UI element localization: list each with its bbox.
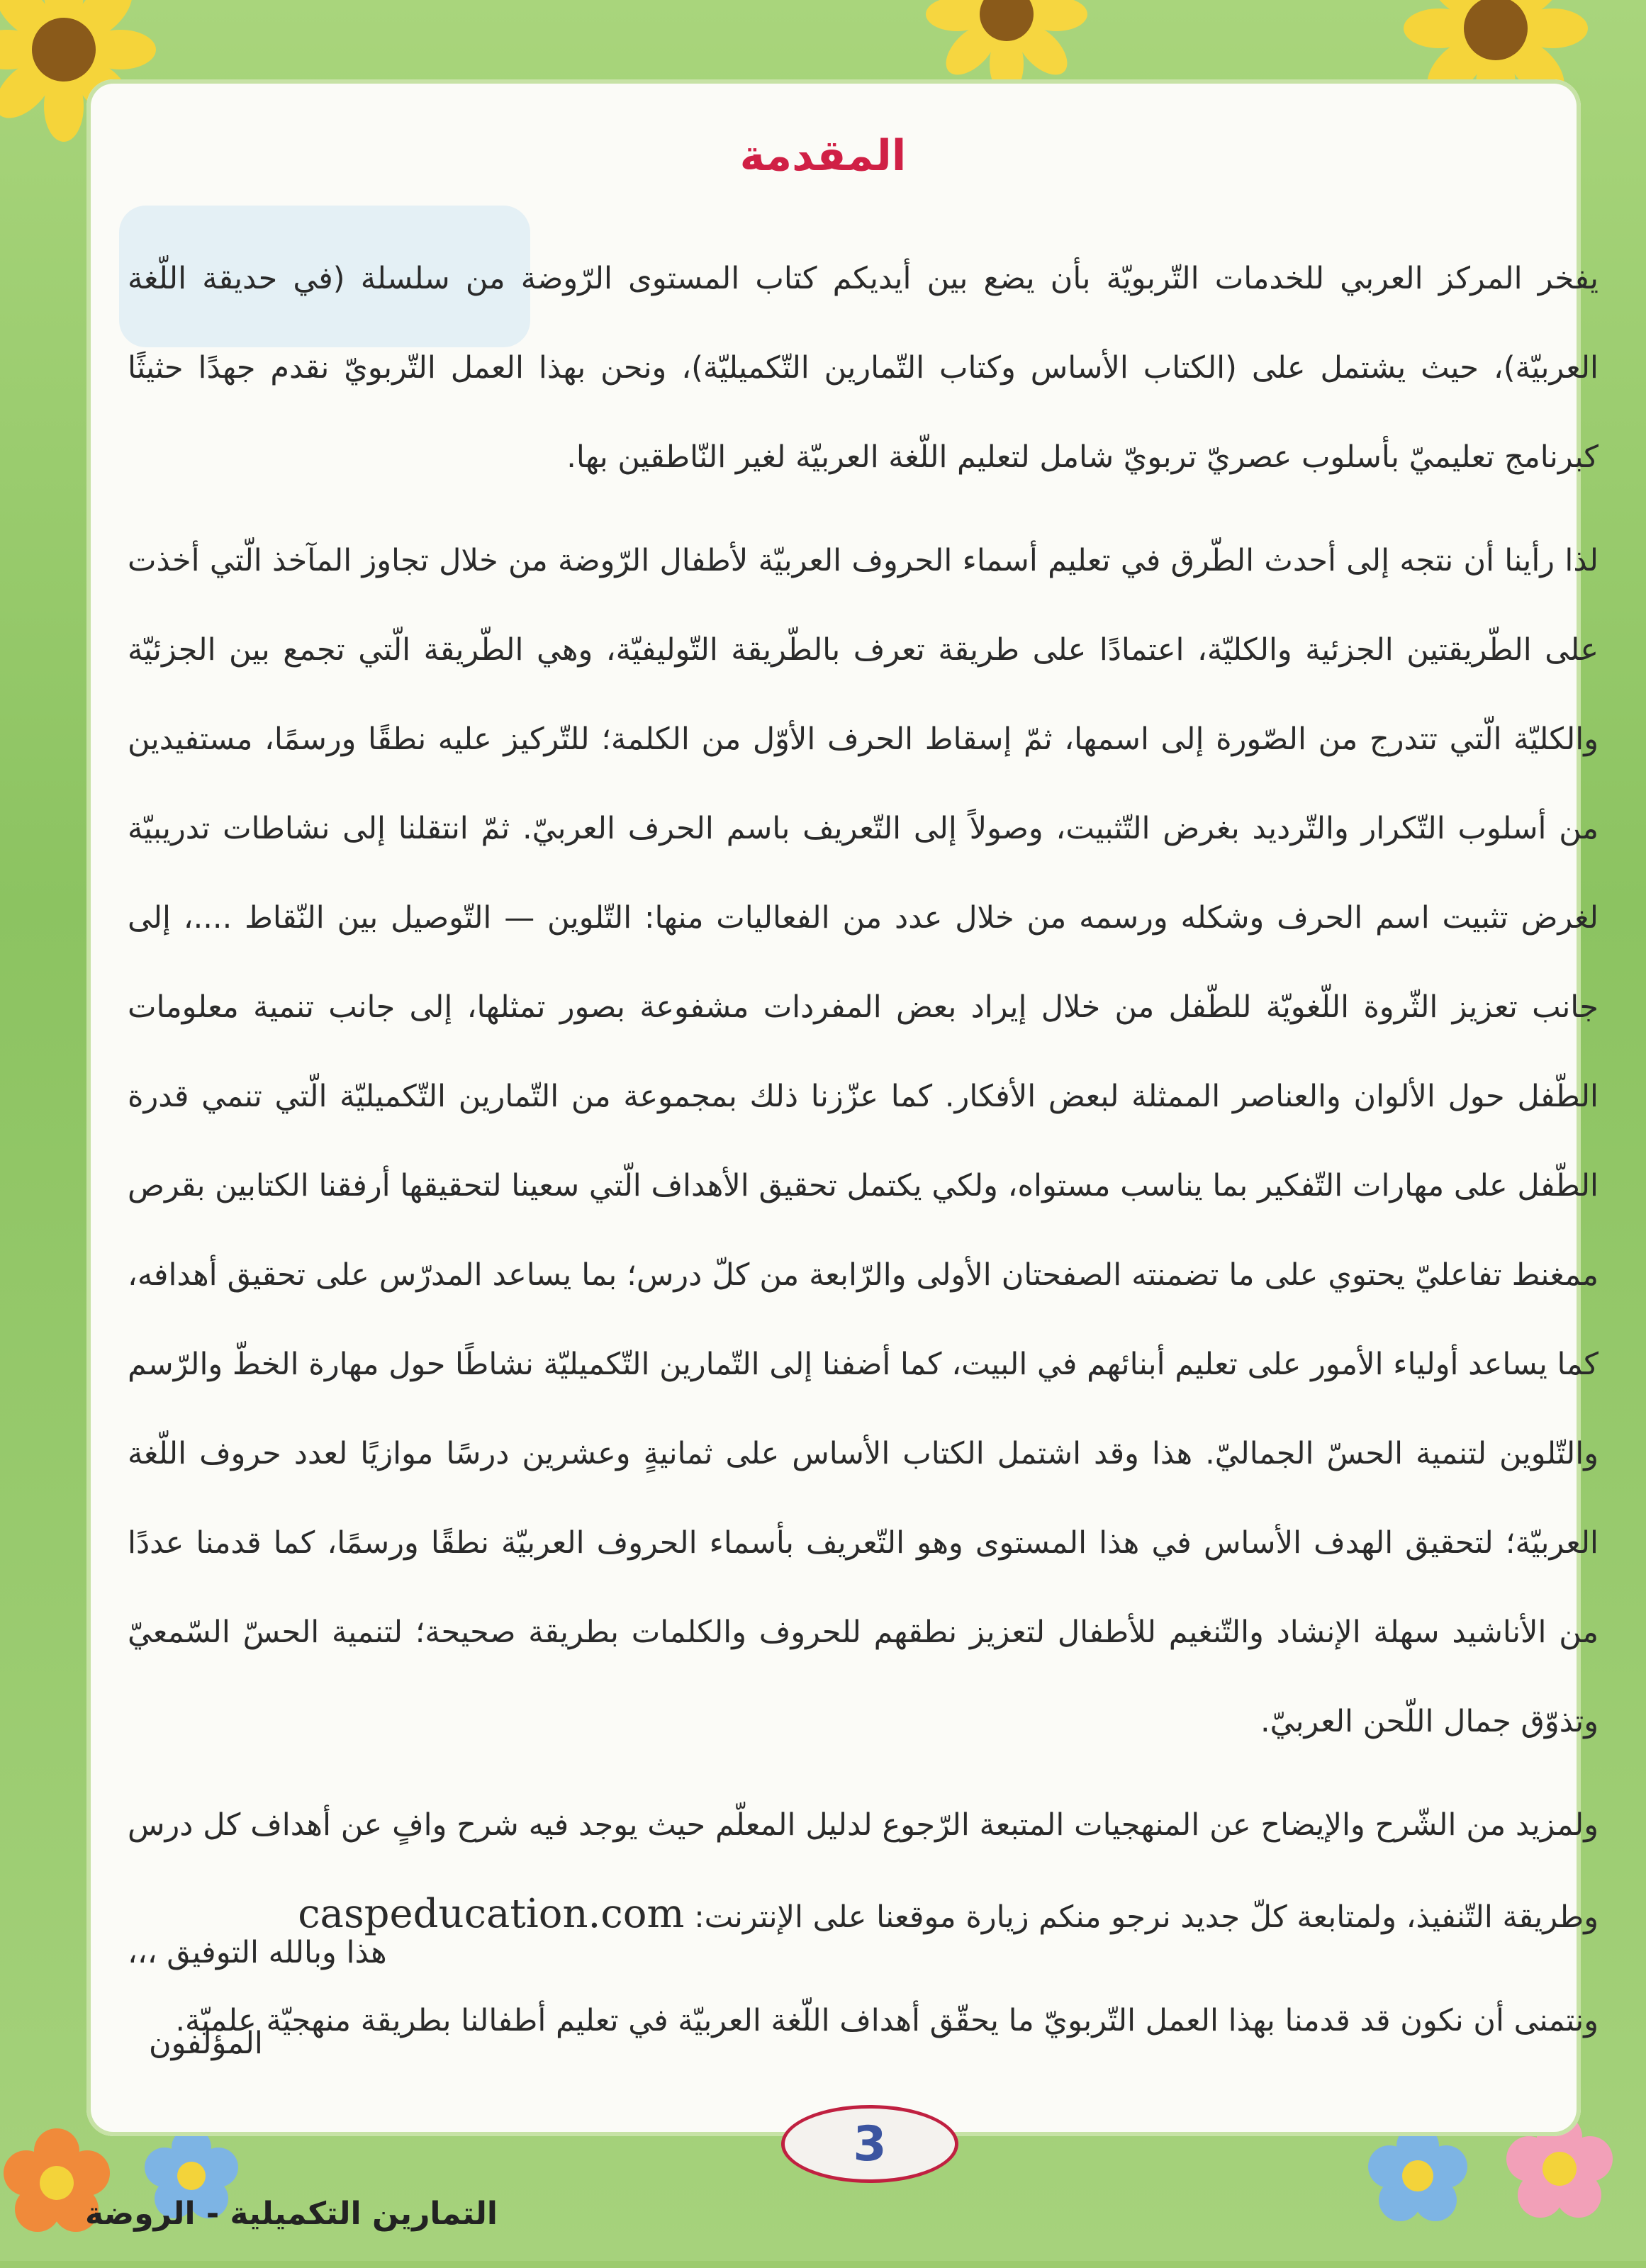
signature-text: المؤلفون — [149, 2026, 263, 2061]
page-number: 3 — [781, 2105, 958, 2183]
website-url: caspeducation.com — [298, 1891, 685, 1937]
paragraph-2: لذا رأينا أن نتجه إلى أحدث الطّرق في تعليم أسماء الحروف العربيّة لأطفال الرّوضة من خلال تجاوز المآخذ الّتي أخذت على الطّريقتين الجزئية والكليّة، اعتمادًا على طريقة تعرف بالطّريقة التّوليفيّة، وهي الطّريقة الّتي تجمع بين الجزئيّة والكليّة الّتي تتدرج من الصّورة إلى اسمها، ثمّ إسقاط الحرف الأوّل من الكلمة؛ للتّركيز عليه نطقًا ورسمًا، مستفيدين من أسلوب التّكرار والتّرديد بغرض التّثبيت، وصولاً إلى التّعريف باسم الحرف العربيّ. ثمّ انتقلنا إلى نشاطات تدريبيّة لغرض تثبيت اسم الحرف وشكله ورسمه من خلال عدد من الفعاليات منها: التّلوين — التّوصيل بين النّقاط ....، إلى جانب تعزيز الثّروة اللّغويّة للطّفل من خلال إيراد بعض المفردات مشفوعة بصور تمثلها، إلى جانب تنمية معلومات الطّفل حول الألوان والعناصر الممثلة لبعض الأفكار. كما عزّزنا ذلك بمجموعة من التّمارين التّكميليّة الّتي تنمي قدرة الطّفل على مهارات التّفكير بما يناسب مستواه، ولكي يكتمل تحقيق الأهداف الّتي سعينا لتحقيقها أرفقنا الكتابين بقرص ممغنط تفاعليّ يحتوي على ما تضمنته الصفحتان الأولى والرّابعة من كلّ درس؛ بما يساعد المدرّس على تحقيق أهدافه، كما يساعد أولياء الأمور على تعليم أبنائهم في البيت، كما أضفنا إلى التّمارين التّكميليّة نشاطًا حول مهارة الخطّ والرّسم والتّلوين لتنمية الحسّ الجماليّ. هذا وقد اشتمل الكتاب الأساس على ثمانيةٍ وعشرين درسًا موازيًا لعدد حروف اللّغة العربيّة؛ لتحقيق الهدف الأساس في هذا المستوى وهو التّعريف بأسماء الحروف العربيّة نطقًا ورسمًا، كما قدمنا عددًا من الأناشيد سهلة الإنشاد والتّنغيم للأطفال لتعزيز نطقهم للحروف والكلمات بطريقة صحيحة؛ لتنمية الحسّ السّمعيّ وتذوّق جمال اللّحن العربيّ. — [128, 543, 1599, 1739]
paragraph-3-text: ولمزيد من الشّرح والإيضاح عن المنهجيات المتبعة الرّجوع لدليل المعلّم حيث يوجد فيه شرح وافٍ عن أهداف كل درس وطريقة التّنفيذ، ولمتابعة كلّ جديد نرجو منكم زيارة موقعنا على الإنترنت: — [128, 1807, 1599, 1935]
final-paragraph: ونتمنى أن نكون قد قدمنا بهذا العمل التّربويّ ما يحقّق أهداف اللّغة العربيّة في تعليم أطفالنا بطريقة منهجيّة علميّة. — [175, 2003, 1599, 2038]
closing-text: هذا وبالله التوفيق ،،، — [128, 1935, 387, 1970]
paragraph-1: يفخر المركز العربي للخدمات التّربويّة بأن يضع بين أيديكم كتاب المستوى الرّوضة من سلسلة (في حديقة اللّغة العربيّة)، حيث يشتمل على (الكتاب الأساس وكتاب التّمارين التّكميليّة)، ونحن بهذا العمل التّربويّ نقدم جهدًا حثيثًا كبرنامج تعليميّ بأسلوب عصريّ تربويّ شامل لتعليم اللّغة العربيّة لغير النّاطقين بها. — [128, 261, 1599, 475]
introduction-body — [128, 234, 1599, 2079]
page-title: المقدمة — [739, 131, 907, 181]
footer-book-title: التمارين التكميلية - الروضة — [85, 2196, 498, 2232]
